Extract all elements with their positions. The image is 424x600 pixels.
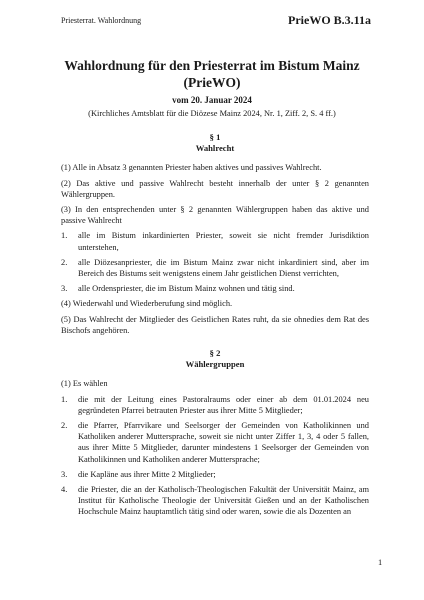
list-item-text: die Pfarrer, Pfarrvikare und Seelsorger der Gemeinden von Katholikinnen und Katholiken anderer Muttersprache, soweit sie nicht unter Ziffer 1, 3, 4 oder 5 fallen, aus ihrer Mitte 5 Mitglieder, darunter mindestens 1 Seelsorger der Gemeinden von Katholikinnen und Katholiken anderer Muttersprache; <box>78 421 369 464</box>
header-left-title: Priesterrat. Wahlordnung <box>61 16 142 25</box>
section-number: § 1 <box>209 132 221 142</box>
paragraph: (4) Wiederwahl und Wiederberufung sind möglich. <box>61 299 233 309</box>
list-item <box>61 283 369 294</box>
section-1 <box>61 132 369 336</box>
section-2 <box>61 348 369 518</box>
list-item-number: 3. <box>61 284 68 294</box>
list-item-number: 2. <box>61 257 68 267</box>
document-source: (Kirchliches Amtsblatt für die Diözese Mainz 2024, Nr. 1, Ziff. 2, S. 4 ff.) <box>88 109 336 118</box>
section-number: § 2 <box>209 348 221 359</box>
paragraph: (2) Das aktive und passive Wahlrecht besteht innerhalb der unter § 2 genannten Wählergruppen. <box>61 178 369 199</box>
list-item <box>61 257 369 279</box>
paragraph: (3) In den entsprechenden unter § 2 genannten Wählergruppen haben das aktive und passive Wahlrecht <box>61 205 369 226</box>
title-line-1: Wahlordnung für den Priesterrat im Bistum Mainz <box>64 58 360 73</box>
list-item-text: die Priester, die an der Katholisch-Theologischen Fakultät der Universität Mainz, am Institut für Katholische Theologie der Universität Gießen und an der Katholischen Hochschule Mainz hauptamtlich tätig sind oder waren, sowie die als Dozenten an <box>78 485 369 517</box>
document-body <box>61 128 369 518</box>
list-item <box>61 484 369 518</box>
paragraph: (5) Das Wahlrecht der Mitglieder des Geistlichen Rates ruht, da sie ohnedies dem Rat des Bischofs angehören. <box>61 314 369 335</box>
list-item <box>61 420 369 465</box>
list-item-text: alle Diözesanpriester, die im Bistum Mainz zwar nicht inkardiniert sind, aber im Bereich des Bistums seit wenigstens einem Jahr geistlichen Dienst verrichten, <box>78 257 369 279</box>
running-header <box>61 15 371 29</box>
list-item-number: 1. <box>61 394 68 404</box>
list-item <box>61 230 369 252</box>
document-date: vom 20. Januar 2024 <box>172 95 252 105</box>
list-item-text: die Kapläne aus ihrer Mitte 2 Mitglieder; <box>78 469 216 479</box>
title-block <box>40 57 384 119</box>
list-item-text: die mit der Leitung eines Pastoralraums oder einer ab dem 01.01.2024 neu gegründeten Pfarrei betrauten Priester aus ihrer Mitte 5 Mitglieder; <box>78 394 369 415</box>
list-item <box>61 469 369 480</box>
title-line-2: (PrieWO) <box>183 75 241 90</box>
section-heading: Wählergruppen <box>185 359 245 370</box>
paragraph: (1) Alle in Absatz 3 genannten Priester haben aktives und passives Wahlrecht. <box>61 163 322 173</box>
section-heading: Wahlrecht <box>195 143 235 154</box>
paragraph: (1) Es wählen <box>61 379 108 389</box>
list-item-text: alle Ordenspriester, die im Bistum Mainz wohnen und tätig sind. <box>78 284 295 294</box>
list-item-number: 3. <box>61 469 68 479</box>
list-item-number: 1. <box>61 231 68 241</box>
list-item-number: 4. <box>61 485 68 495</box>
list-item-text: alle im Bistum inkardinierten Priester, soweit sie nicht fremder Jurisdiktion unterstehen, <box>78 231 369 252</box>
list-item-number: 2. <box>61 421 68 431</box>
page-number: 1 <box>378 558 383 567</box>
list-item <box>61 394 369 416</box>
header-document-code: PrieWO B.3.11a <box>288 13 371 27</box>
document-title <box>40 57 384 91</box>
